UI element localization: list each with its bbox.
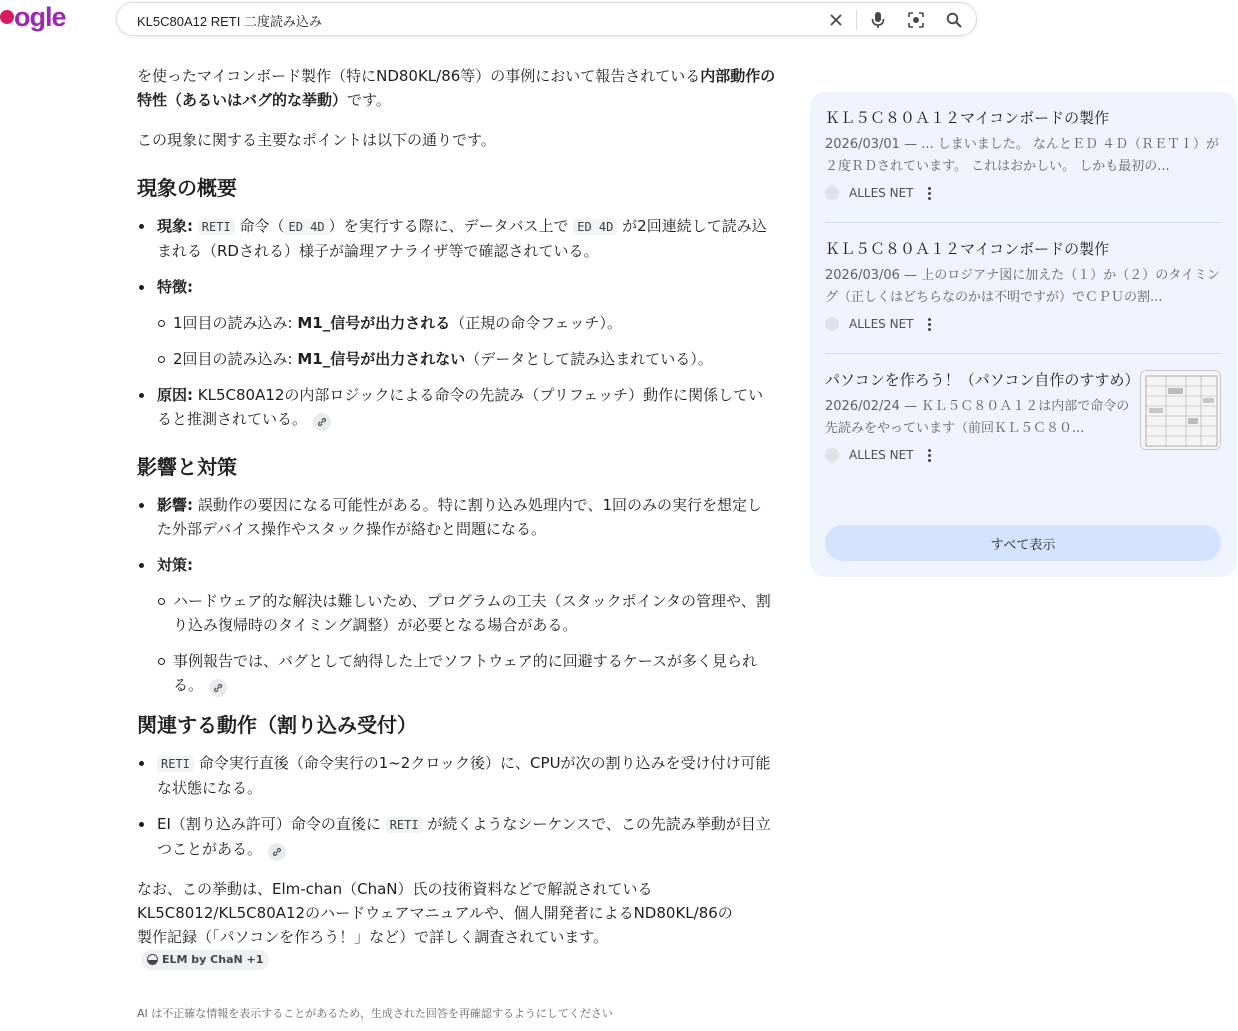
divider	[825, 353, 1221, 354]
source-chip[interactable]	[141, 950, 269, 970]
overview-list	[137, 214, 777, 431]
code-snippet: ED 4D	[284, 219, 328, 235]
source-card[interactable]	[825, 106, 1221, 202]
divider	[825, 222, 1221, 223]
section-heading-impact: 影響と対策	[137, 455, 237, 479]
sub-list-item	[157, 649, 777, 697]
card-title[interactable]: ＫＬ５Ｃ８０Ａ１２マイコンボードの製作	[825, 109, 1110, 127]
sub-list	[157, 311, 777, 371]
source-name: ALLES NET	[849, 317, 914, 331]
item-label: 影響:	[157, 496, 193, 514]
item-label: 現象:	[157, 217, 193, 235]
source-card[interactable]	[825, 368, 1221, 464]
link-icon[interactable]	[268, 843, 286, 861]
google-logo[interactable]: ogle	[0, 4, 80, 34]
list-item	[137, 275, 777, 371]
code-snippet: RETI	[386, 817, 423, 833]
list-item	[137, 751, 777, 800]
intro-text: を使ったマイコンボード製作（特にND80KL/86等）の事例において報告されている	[137, 67, 701, 85]
item-label: 対策:	[157, 556, 193, 574]
item-text: 命令（	[239, 217, 285, 235]
item-text: ）を実行する際に、データバス上で	[328, 217, 569, 235]
more-options-icon[interactable]	[923, 318, 935, 331]
code-snippet: ED 4D	[573, 219, 617, 235]
item-text: 誤動作の要因になる可能性がある。特に割り込み処理内で、1回のみの実行を想定した外部デバイス操作やスタック操作が絡むと問題になる。	[157, 496, 763, 538]
source-name: ALLES NET	[849, 186, 914, 200]
search-box[interactable]	[116, 2, 977, 36]
card-source	[825, 315, 1221, 333]
source-card[interactable]	[825, 237, 1221, 333]
impact-list	[137, 493, 777, 697]
ai-disclaimer: AI は不正確な情報を表示することがあるため、生成された回答を再確認するようにしてください	[137, 1007, 613, 1020]
sub-bold: M1_信号が出力されない	[297, 350, 466, 368]
elm-logo-icon	[147, 954, 158, 965]
card-snippet-text: — ＫＬ５Ｃ８０Ａ１２は内部で命令の先読みをやっています（前回ＫＬ５Ｃ８０...	[825, 399, 1130, 436]
ai-overview-answer	[137, 40, 777, 973]
divider	[856, 10, 857, 30]
sub-text: 1回目の読み込み:	[173, 314, 298, 332]
sub-list-item	[157, 347, 777, 371]
card-title[interactable]: パソコンを作ろう！（パソコン自作のすすめ）	[825, 371, 1140, 389]
sub-text: 2回目の読み込み:	[173, 350, 298, 368]
source-sidebar	[810, 92, 1237, 577]
list-item	[137, 493, 777, 541]
favicon-icon	[825, 317, 839, 331]
show-all-button[interactable]: すべて表示	[825, 525, 1221, 561]
item-text: KL5C80A12の内部ロジックによる命令の先読み（プリフェッチ）動作に関係していると推測されている。	[157, 386, 764, 428]
header	[0, 0, 1238, 40]
points-intro: この現象に関する主要なポイントは以下の通りです。	[137, 131, 496, 149]
item-text: EI（割り込み許可）命令の直後に	[157, 815, 381, 833]
card-snippet	[825, 396, 1135, 440]
favicon-icon	[825, 448, 839, 462]
card-snippet	[825, 265, 1221, 309]
card-thumbnail[interactable]	[1140, 370, 1221, 450]
source-chip-label: ELM by ChaN +1	[162, 952, 264, 966]
mic-icon[interactable]	[867, 9, 889, 31]
closing-paragraph	[137, 877, 737, 973]
more-options-icon[interactable]	[923, 187, 935, 200]
section-heading-related: 関連する動作（割り込み受付）	[137, 713, 417, 737]
search-input[interactable]: KL5C80A12 RETI 二度読み込み	[137, 14, 322, 29]
sub-list	[157, 589, 777, 697]
card-snippet-text: — 上のロジアナ図に加えた（１）か（２）のタイミング（正しくはどちらなのかは不明ですが）でＣＰＵの割...	[825, 268, 1220, 305]
sub-text: （正規の命令フェッチ）。	[450, 314, 623, 332]
source-name: ALLES NET	[849, 448, 914, 462]
more-options-icon[interactable]	[923, 449, 935, 462]
section-heading-overview: 現象の概要	[137, 176, 237, 200]
item-label: 特徴:	[157, 278, 193, 296]
closing-text: なお、この挙動は、Elm-chan（ChaN）氏の技術資料などで解説されているKL5C8012/KL5C80A12のハードウェアマニュアルや、個人開発者によるND80KL/86の製作記録（「パソコンを作ろう！」など）で詳しく調査されています。	[137, 880, 733, 946]
link-icon[interactable]	[209, 679, 227, 697]
intro-end: です。	[347, 91, 391, 109]
card-title[interactable]: ＫＬ５Ｃ８０Ａ１２マイコンボードの製作	[825, 240, 1110, 258]
card-snippet-text: — ... しまいました。 なんとＥＤ ４Ｄ（ＲＥＴＩ）が２度ＲＤされています。 これはおかしい。 しかも最初の...	[825, 137, 1219, 174]
list-item	[137, 553, 777, 697]
item-text: 命令実行直後（命令実行の1~2クロック後）に、CPUが次の割り込みを受け付け可能な状態になる。	[157, 754, 771, 797]
card-snippet	[825, 134, 1221, 178]
code-snippet: RETI	[198, 219, 235, 235]
item-text: が2回連続して読み込まれる（RDされる）様子が論理アナライザ等で確認されている。	[157, 217, 767, 260]
intro-paragraph	[137, 64, 777, 112]
card-date: 2026/03/06	[825, 268, 900, 283]
card-date: 2026/02/24	[825, 399, 900, 414]
list-item	[137, 214, 777, 263]
sub-list-item: ハードウェア的な解決は難しいため、プログラムの工夫（スタックポインタの管理や、割り込み復帰時のタイミング調整）が必要となる場合がある。	[157, 589, 777, 637]
card-source	[825, 184, 1221, 202]
close-icon[interactable]	[825, 9, 847, 31]
sub-bold: M1_信号が出力される	[297, 314, 451, 332]
list-item	[137, 383, 777, 431]
item-label: 原因:	[157, 386, 193, 404]
card-date: 2026/03/01	[825, 137, 900, 152]
sub-text: （データとして読み込まれている）。	[465, 350, 713, 368]
search-icon[interactable]	[943, 9, 965, 31]
lens-icon[interactable]	[905, 9, 927, 31]
code-snippet: RETI	[157, 756, 194, 772]
list-item	[137, 812, 777, 861]
item-text: が続くようなシーケンスで、この先読み挙動が目立つことがある。	[157, 815, 771, 858]
intro-bold: 内部動作の特性（あるいはバグ的な挙動）	[137, 67, 776, 109]
related-list	[137, 751, 777, 861]
favicon-icon	[825, 186, 839, 200]
sub-list-item	[157, 311, 777, 335]
sub-text: 事例報告では、バグとして納得した上でソフトウェア的に回避するケースが多く見られる。	[173, 652, 757, 694]
link-icon[interactable]	[313, 413, 331, 431]
